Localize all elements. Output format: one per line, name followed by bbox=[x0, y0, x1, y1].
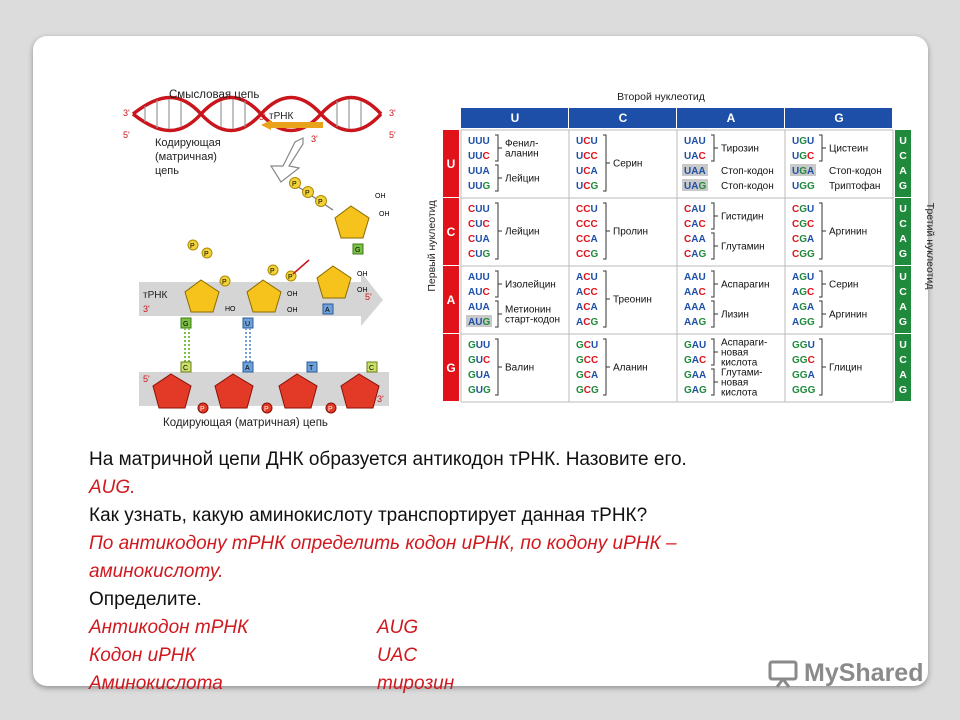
third-nucleotide-letter: C bbox=[899, 218, 907, 230]
bracket bbox=[603, 135, 610, 191]
watermark-text: MyShared bbox=[804, 658, 924, 687]
amino-acid-label: Аспарагин bbox=[721, 279, 770, 291]
codon: CAA bbox=[684, 234, 706, 245]
svg-text:OH: OH bbox=[375, 193, 386, 200]
end-label: 3' bbox=[123, 108, 130, 118]
column-header-label: G bbox=[834, 111, 844, 125]
second-nucleotide-header: Второй нуклеотид bbox=[617, 91, 705, 103]
svg-text:P: P bbox=[288, 274, 293, 281]
codon: ACU bbox=[576, 272, 598, 283]
amino-acid-label: Метионин bbox=[505, 304, 552, 316]
amino-acid-label: Фенил- bbox=[505, 138, 539, 150]
amino-acid-label: Лизин bbox=[721, 309, 749, 321]
third-nucleotide-letter: C bbox=[899, 286, 907, 298]
answer-2-line-1: По антикодону тРНК определить кодон иРНК, по кодону иРНК – bbox=[89, 533, 677, 554]
svg-text:OH: OH bbox=[287, 291, 298, 298]
question-3: Определите. bbox=[89, 589, 202, 610]
codon: GCU bbox=[576, 340, 599, 351]
codon: UUC bbox=[468, 151, 490, 162]
third-nucleotide-letter: U bbox=[899, 203, 907, 215]
codon: UGA bbox=[792, 166, 815, 177]
third-nucleotide-label: Третий нуклеотид bbox=[924, 202, 936, 290]
dna-helix bbox=[133, 98, 381, 131]
codon: UCG bbox=[576, 181, 599, 192]
svg-text:C: C bbox=[183, 365, 189, 372]
codon: UGC bbox=[792, 151, 815, 162]
answer-2-line-2: аминокислоту. bbox=[89, 561, 224, 582]
codon: GGC bbox=[792, 355, 815, 366]
template-strand-label-2: (матричная) bbox=[155, 151, 217, 163]
end-label: 5' bbox=[389, 130, 396, 140]
svg-text:P: P bbox=[264, 406, 269, 413]
codon: CUC bbox=[468, 219, 490, 230]
amino-acid-label: Глицин bbox=[829, 362, 863, 374]
trna-side-label: тРНК bbox=[143, 290, 168, 301]
codon: AGA bbox=[792, 302, 815, 313]
presentation-icon bbox=[768, 658, 800, 688]
codon: GCA bbox=[576, 370, 599, 381]
trna-top-label: тРНК bbox=[269, 111, 294, 122]
bracket bbox=[711, 203, 718, 229]
end-label: 5' bbox=[123, 130, 130, 140]
row-header-label: C bbox=[446, 225, 456, 239]
codon: UUG bbox=[468, 181, 491, 192]
svg-text:P: P bbox=[200, 406, 205, 413]
amino-acid-label: Гистидин bbox=[721, 211, 764, 223]
column-header-label: U bbox=[510, 111, 520, 125]
amino-acid-label: кислота bbox=[721, 357, 758, 369]
codon: GAG bbox=[684, 385, 707, 396]
amino-acid-label: Серин bbox=[829, 279, 859, 291]
codon: GGG bbox=[792, 385, 816, 396]
codon: AUC bbox=[468, 287, 490, 298]
amino-acid-label: Аргинин bbox=[829, 309, 868, 321]
codon: CAC bbox=[684, 219, 706, 230]
codon: GCG bbox=[576, 385, 599, 396]
bracket bbox=[711, 233, 718, 259]
svg-text:G: G bbox=[183, 321, 189, 328]
codon: AAA bbox=[684, 302, 706, 313]
bracket bbox=[711, 339, 718, 365]
codon: AAG bbox=[684, 317, 707, 328]
amino-acid-label: Лейцин bbox=[505, 226, 540, 238]
bracket bbox=[819, 203, 826, 259]
amino-acid-label: аланин bbox=[505, 148, 539, 160]
template-strand-label-3: цепь bbox=[155, 165, 179, 177]
slide bbox=[33, 36, 936, 694]
codon: UAU bbox=[684, 136, 706, 147]
codon: UAA bbox=[684, 166, 706, 177]
amino-acid-label: Аргинин bbox=[829, 226, 868, 238]
column-header-label: C bbox=[618, 111, 628, 125]
bracket bbox=[711, 271, 718, 297]
bracket bbox=[495, 339, 502, 395]
codon: GGU bbox=[792, 340, 815, 351]
amino-acid-label: новая bbox=[721, 347, 749, 359]
svg-text:A: A bbox=[245, 365, 250, 372]
bracket bbox=[495, 271, 502, 297]
bracket bbox=[603, 271, 610, 327]
svg-text:HO: HO bbox=[225, 306, 236, 313]
svg-text:OH: OH bbox=[357, 287, 368, 294]
svg-text:P: P bbox=[305, 190, 310, 197]
third-nucleotide-letter: G bbox=[898, 316, 908, 328]
pair-value: тирозин bbox=[377, 673, 455, 694]
codon: AUA bbox=[468, 302, 490, 313]
amino-acid-label: Лейцин bbox=[505, 173, 540, 185]
end-label: 3' bbox=[143, 304, 150, 314]
amino-acid-label: Стоп-кодон bbox=[721, 166, 774, 177]
svg-text:P: P bbox=[222, 279, 227, 286]
codon: UAC bbox=[684, 151, 706, 162]
third-nucleotide-letter: A bbox=[899, 301, 907, 313]
svg-text:C: C bbox=[369, 365, 375, 372]
bracket bbox=[711, 369, 718, 395]
codon: CUU bbox=[468, 204, 490, 215]
bracket bbox=[495, 165, 502, 191]
svg-text:P: P bbox=[270, 268, 275, 275]
amino-acid-label: Стоп-кодон bbox=[721, 181, 774, 192]
amino-acid-label: Глутамин bbox=[721, 241, 765, 253]
third-nucleotide-letter: G bbox=[898, 384, 908, 396]
svg-text:OH: OH bbox=[379, 211, 390, 218]
third-nucleotide-letter: A bbox=[899, 233, 907, 245]
bracket bbox=[819, 301, 826, 327]
codon: CGA bbox=[792, 234, 815, 245]
third-nucleotide-letter: U bbox=[899, 271, 907, 283]
bracket bbox=[711, 135, 718, 161]
template-strand-label-1: Кодирующая bbox=[155, 137, 221, 149]
svg-text:G: G bbox=[355, 247, 361, 254]
codon: CGU bbox=[792, 204, 815, 215]
third-nucleotide-letter: C bbox=[899, 354, 907, 366]
codon: GCC bbox=[576, 355, 599, 366]
end-label: 5' bbox=[259, 112, 266, 122]
codon: CGG bbox=[792, 249, 815, 260]
codon: AGC bbox=[792, 287, 815, 298]
codon: CCU bbox=[576, 204, 598, 215]
row-header-label: U bbox=[446, 157, 456, 171]
codon: UGU bbox=[792, 136, 815, 147]
amino-acid-label: Аланин bbox=[613, 362, 648, 374]
base-pairs bbox=[181, 318, 253, 362]
bracket bbox=[711, 301, 718, 327]
pair-key: Аминокислота bbox=[89, 673, 223, 694]
end-label: 3' bbox=[389, 108, 396, 118]
pair-value: AUG bbox=[377, 617, 419, 638]
third-nucleotide-letter: U bbox=[899, 135, 907, 147]
codon: CUA bbox=[468, 234, 490, 245]
codon-table bbox=[423, 86, 936, 411]
end-label: 3' bbox=[311, 134, 318, 144]
pair-anticodon bbox=[89, 614, 909, 642]
codon: GUA bbox=[468, 370, 491, 381]
codon: GUU bbox=[468, 340, 491, 351]
zoom-arrow-icon bbox=[271, 138, 303, 182]
amino-acid-label: Тирозин bbox=[721, 143, 759, 155]
amino-acid-label: новая bbox=[721, 377, 749, 389]
svg-text:P: P bbox=[318, 199, 323, 206]
sense-strand-label: Смысловая цепь bbox=[169, 89, 260, 101]
amino-acid-label: Треонин bbox=[613, 294, 652, 306]
bracket bbox=[819, 135, 826, 161]
codon: UCU bbox=[576, 136, 598, 147]
codon: CUG bbox=[468, 249, 491, 260]
third-nucleotide-letter: U bbox=[899, 339, 907, 351]
watermark bbox=[768, 656, 923, 690]
codon: CCG bbox=[576, 249, 599, 260]
third-nucleotide-letter: C bbox=[899, 150, 907, 162]
amino-acid-label: кислота bbox=[721, 387, 758, 399]
amino-acid-label: Пролин bbox=[613, 226, 649, 238]
codon: GAA bbox=[684, 370, 707, 381]
row-header-label: G bbox=[446, 361, 456, 375]
codon: AUU bbox=[468, 272, 490, 283]
codon: AUG bbox=[468, 317, 491, 328]
pair-key: Антикодон тРНК bbox=[89, 617, 249, 638]
amino-acid-label: Глутами- bbox=[721, 367, 763, 379]
codon: CAU bbox=[684, 204, 706, 215]
bracket bbox=[495, 203, 502, 259]
third-nucleotide-letter: A bbox=[899, 369, 907, 381]
codon: CGC bbox=[792, 219, 815, 230]
codon: CCA bbox=[576, 234, 598, 245]
codon: ACC bbox=[576, 287, 598, 298]
svg-text:A: A bbox=[325, 307, 330, 314]
codon: CCC bbox=[576, 219, 598, 230]
amino-acid-label: старт-кодон bbox=[505, 314, 561, 326]
answer-1: AUG. bbox=[89, 477, 136, 498]
bracket bbox=[495, 135, 502, 161]
dna-bases bbox=[181, 362, 377, 372]
codon: ACA bbox=[576, 302, 598, 313]
column-header-label: A bbox=[726, 111, 736, 125]
amino-acid-label: Валин bbox=[505, 362, 535, 374]
third-nucleotide-letter: G bbox=[898, 180, 908, 192]
bottom-caption: Кодирующая (матричная) цепь bbox=[163, 417, 328, 429]
amino-acid-label: Аспараги- bbox=[721, 337, 768, 349]
phosphate-chain bbox=[188, 178, 390, 259]
codon: GAU bbox=[684, 340, 707, 351]
codon: GUG bbox=[468, 385, 491, 396]
svg-text:P: P bbox=[204, 251, 209, 258]
end-label: 5' bbox=[143, 374, 150, 384]
pair-value: UAC bbox=[377, 645, 418, 666]
amino-acid-label: Серин bbox=[613, 158, 643, 170]
first-nucleotide-label: Первый нуклеотид bbox=[426, 200, 438, 292]
codon: AAU bbox=[684, 272, 706, 283]
pair-key: Кодон иРНК bbox=[89, 645, 196, 666]
bracket bbox=[819, 339, 826, 395]
bracket bbox=[603, 339, 610, 395]
codon: UCC bbox=[576, 151, 598, 162]
codon: GAC bbox=[684, 355, 707, 366]
end-label: 3' bbox=[377, 394, 384, 404]
codon: CAG bbox=[684, 249, 707, 260]
codon: UUU bbox=[468, 136, 490, 147]
codon: AGG bbox=[792, 317, 815, 328]
amino-acid-label: Стоп-кодон bbox=[829, 166, 882, 177]
svg-text:P: P bbox=[190, 243, 195, 250]
svg-text:P: P bbox=[292, 181, 297, 188]
bracket bbox=[603, 203, 610, 259]
question-2: Как узнать, какую аминокислоту транспортирует данная тРНК? bbox=[89, 505, 648, 526]
third-nucleotide-letter: G bbox=[898, 248, 908, 260]
bracket bbox=[819, 271, 826, 297]
amino-acid-label: Изолейцин bbox=[505, 279, 556, 291]
question-1: На матричной цепи ДНК образуется антикодон тРНК. Назовите его. bbox=[89, 449, 687, 470]
codon: ACG bbox=[576, 317, 599, 328]
codon: GUC bbox=[468, 355, 491, 366]
codon: UAG bbox=[684, 181, 707, 192]
svg-text:OH: OH bbox=[357, 271, 368, 278]
codon: AAC bbox=[684, 287, 706, 298]
svg-text:OH: OH bbox=[287, 307, 298, 314]
svg-text:P: P bbox=[328, 406, 333, 413]
row-header-label: A bbox=[446, 293, 456, 307]
svg-text:U: U bbox=[245, 321, 251, 328]
third-nucleotide-letter: A bbox=[899, 165, 907, 177]
codon: GGA bbox=[792, 370, 815, 381]
svg-text:T: T bbox=[309, 365, 314, 372]
codon: UCA bbox=[576, 166, 598, 177]
codon: UUA bbox=[468, 166, 490, 177]
amino-acid-label: Цистеин bbox=[829, 143, 869, 155]
amino-acid-label: Триптофан bbox=[829, 181, 881, 192]
codon: UGG bbox=[792, 181, 815, 192]
bracket bbox=[495, 301, 502, 327]
end-label: 5' bbox=[365, 292, 372, 302]
codon: AGU bbox=[792, 272, 815, 283]
trna-dna-diagram bbox=[121, 86, 411, 431]
